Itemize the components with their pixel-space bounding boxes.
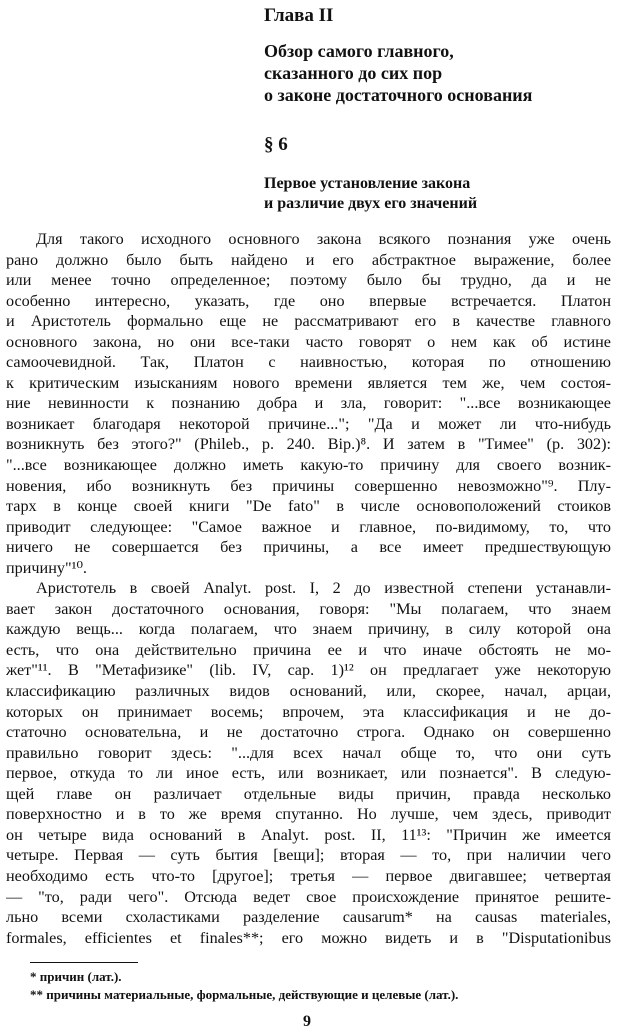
chapter-title-line: Обзор самого главного, xyxy=(264,41,454,61)
text-line: Аристотель в своей Analyt. post. I, 2 до известной степени устанавли- xyxy=(36,579,611,598)
text-line: или менее точно определенное; поэтому было бы трудно, да и не xyxy=(6,271,611,290)
text-line: к критическим изысканиям нового времени является тем же, чем состоя- xyxy=(6,373,611,392)
text-line: рано должно было быть найдено и его абстрактное выражение, более xyxy=(6,250,611,269)
text-line: тарх в конце своей книги "De fato" в числе основоположений стоиков xyxy=(6,497,611,516)
text-line: приводит следующее: "Самое важное и главное, по-видимому, то, что xyxy=(6,517,611,536)
text-line: Для такого исходного основного закона всякого познания уже очень xyxy=(36,230,611,248)
footnote: ** причины материальные, формальные, действующие и целевые (лат.). xyxy=(30,987,459,1002)
text-line: ничего не совершается без причины, а все имеет предшествующую xyxy=(6,538,611,557)
footnote: * причин (лат.). xyxy=(30,969,122,984)
section-title-line: Первое установление закона xyxy=(264,175,471,192)
text-line: классификацию различных видов оснований, или, скорее, начал, арцаи, xyxy=(6,682,611,701)
body-text xyxy=(6,229,611,948)
text-line: необходимо есть что-то [другое]; третья — первое двигавшее; четвертая xyxy=(6,866,611,885)
text-line: он четыре вида оснований в Analyt. post. II, 11¹³: "Причин же имеется xyxy=(6,825,611,844)
text-line: — "то, ради чего". Отсюда ведет свое происхождение принятое решите- xyxy=(6,887,611,906)
text-line: щей главе он различает отдельные виды причин, правда несколько xyxy=(6,784,611,803)
text-line: самоочевидной. Так, Платон с наивностью, которая по отношению xyxy=(6,353,611,372)
text-line: четыре. Первая — суть бытия [вещи]; вторая — то, при наличии чего xyxy=(6,846,611,865)
text-line: поверхностно и в то же время спутанно. Но лучше, чем здесь, приводит xyxy=(6,805,611,824)
text-line: возникнуть без этого?" (Phileb., p. 240. Bip.)⁸. И затем в "Тимее" (p. 302): xyxy=(6,435,611,454)
text-line: причину"¹⁰. xyxy=(6,558,87,577)
text-line: новения, ибо возникнуть без причины совершенно невозможно"⁹. Плу- xyxy=(6,476,611,495)
text-line: жет"¹¹. В "Метафизике" (lib. IV, cap. 1)¹² он предлагает уже некоторую xyxy=(6,661,611,680)
text-line: возникает благодаря некоторой причине..."; "Да и может ли что-нибудь xyxy=(6,414,611,433)
text-line: formales, efficientes et finales**; его можно видеть и в "Disputationibus xyxy=(6,928,611,947)
section-title-line: и различие двух его значений xyxy=(264,195,478,212)
chapter-heading: Глава II xyxy=(264,5,334,26)
section-title xyxy=(264,174,604,214)
footnotes xyxy=(30,968,600,1004)
text-line: и Аристотель формально еще не рассматривают его в качестве главного xyxy=(6,312,611,331)
text-line: основного закона, но они все-таки часто говорят о нем как об истине xyxy=(6,332,611,351)
text-line: особенно интересно, указать, где оно впервые встречается. Платон xyxy=(6,291,611,310)
text-line: первое, откуда то ли иное есть, или возникает, или познается". В следую- xyxy=(6,764,611,783)
text-line: вает закон достаточного основания, говоря: "Мы полагаем, что знаем xyxy=(6,599,611,618)
text-line: которых он принимает восемь; впрочем, эта классификация и не до- xyxy=(6,702,611,721)
page-number: 9 xyxy=(303,1013,311,1030)
chapter-title xyxy=(264,40,604,106)
chapter-title-line: о законе достаточного основания xyxy=(264,85,533,105)
text-line: "...все возникающее должно иметь какую-то причину для своего возник- xyxy=(6,456,611,475)
text-line: льно всеми схоластиками разделение causarum* на causas materiales, xyxy=(6,908,611,927)
text-line: статочно основательна, и не достаточно строга. Однако он совершенно xyxy=(6,723,611,742)
footnote-divider xyxy=(30,962,138,963)
section-number: § 6 xyxy=(264,134,288,155)
chapter-title-line: сказанного до сих пор xyxy=(264,63,443,83)
text-line: есть, что она действительно причина ее и что иначе обстоять не мо- xyxy=(6,640,611,659)
text-line: правильно говорит здесь: "...для всех начал обще то, что они суть xyxy=(6,743,611,762)
text-line: каждую вещь... когда полагаем, что знаем причину, в силу которой она xyxy=(6,620,611,639)
text-line: ние невинности к познанию добра и зла, говорит: "...все возникающее xyxy=(6,394,611,413)
